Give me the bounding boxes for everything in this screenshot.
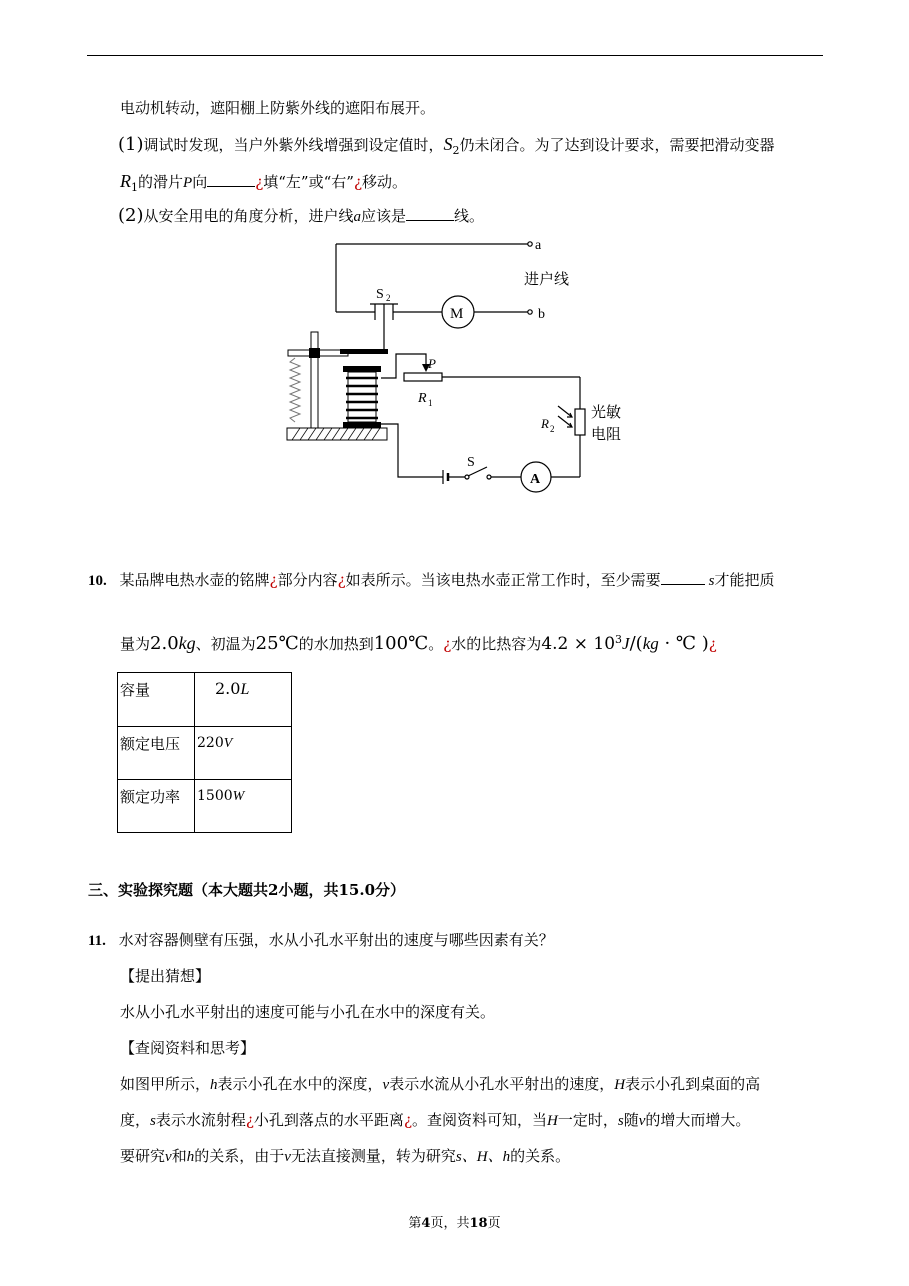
section-heading: 三、实验探究题（本大题共2小题，共15.0分）: [88, 881, 406, 899]
header-rule: [87, 55, 823, 56]
table-value-cell: 2.0L: [195, 673, 292, 727]
answer-blank: [207, 172, 255, 187]
relay-mechanism: [287, 332, 388, 440]
table-row: [118, 673, 292, 727]
q11-para2: 度，s表示水流射程¿小孔到落点的水平距离¿。查阅资料可知，当H一定时，s随v的增大而增大。: [120, 1111, 751, 1129]
label-r1: R: [418, 391, 427, 406]
answer-blank: [661, 570, 705, 585]
nameplate-table: [117, 672, 292, 833]
terminal-b: [528, 310, 532, 314]
label-incoming-line: 进户线: [524, 272, 570, 288]
label-b: b: [538, 307, 545, 322]
label-s2-sub: 2: [386, 293, 391, 303]
label-r1-sub: 1: [428, 398, 433, 408]
circuit-diagram: [280, 228, 640, 498]
page-footer: 第4页，共18页: [408, 1216, 501, 1231]
label-ammeter: A: [530, 472, 541, 487]
light-arrow-1: [558, 406, 572, 417]
q11-line1: 11. 水对容器侧壁有压强，水从小孔水平射出的速度与哪些因素有关？: [88, 931, 554, 949]
q11-hypothesis: 水从小孔水平射出的速度可能与小孔在水中的深度有关。: [120, 1003, 496, 1021]
wire-coil-bottom: [381, 424, 443, 477]
label-motor: M: [450, 306, 464, 322]
label-s2: S: [376, 287, 384, 302]
label-s: S: [467, 455, 475, 470]
r2-resistor: [575, 409, 585, 435]
label-photo-1: 光敏: [591, 405, 622, 421]
light-arrow-2: [558, 416, 572, 427]
answer-blank: [406, 206, 454, 221]
table-label-cell: 额定功率: [118, 780, 195, 833]
q11-para3: 要研究v和h的关系，由于v无法直接测量，转为研究s、H、h的关系。: [120, 1147, 571, 1165]
table-value-cell: 1500W: [195, 780, 292, 833]
table-label-cell: 容量: [118, 673, 195, 727]
table-row: [118, 780, 292, 833]
label-photo-2: 电阻: [591, 427, 622, 443]
switch-s-contact: [487, 475, 491, 479]
r1-resistor: [404, 373, 442, 381]
label-r2: R: [541, 416, 549, 431]
terminal-a: [528, 242, 532, 246]
q11-heading-research: 【查阅资料和思考】: [120, 1039, 256, 1057]
q10-line2: 量为2.0kg、初温为25℃的水加热到100℃。¿水的比热容为$4.2 \times 10^3J/(kg$ · ℃ )¿: [120, 633, 717, 654]
q9-part1-line1: (1)调试时发现，当户外紫外线增强到设定值时，$S_2$仍未闭合。为了达到设计要求，需要把滑动变器: [118, 134, 775, 157]
q11-para1: 如图甲所示，h表示小孔在水中的深度，v表示水流从小孔水平射出的速度，H表示小孔到桌面的高: [120, 1075, 761, 1093]
table-label-cell: 额定电压: [118, 727, 195, 780]
q9-line1: 电动机转动，遮阳棚上防紫外线的遮阳布展开。: [120, 99, 436, 117]
label-r2-sub: 2: [550, 424, 555, 434]
q9-part1-line2: $R_1$的滑片P向 ¿填“左”或“右”¿移动。: [120, 171, 407, 194]
table-row: [118, 727, 292, 780]
q11-heading-hypothesis: 【提出猜想】: [120, 967, 211, 985]
label-p: P: [428, 356, 436, 371]
q10-line1: 10. 某品牌电热水壶的铭牌¿部分内容¿如表所示。当该电热水壶正常工作时，至少需要 s才能把质: [88, 571, 775, 589]
q9-part2: (2)从安全用电的角度分析，进户线a应该是 线。: [118, 205, 485, 226]
label-a: a: [535, 238, 542, 253]
table-value-cell: 220V: [195, 727, 292, 780]
